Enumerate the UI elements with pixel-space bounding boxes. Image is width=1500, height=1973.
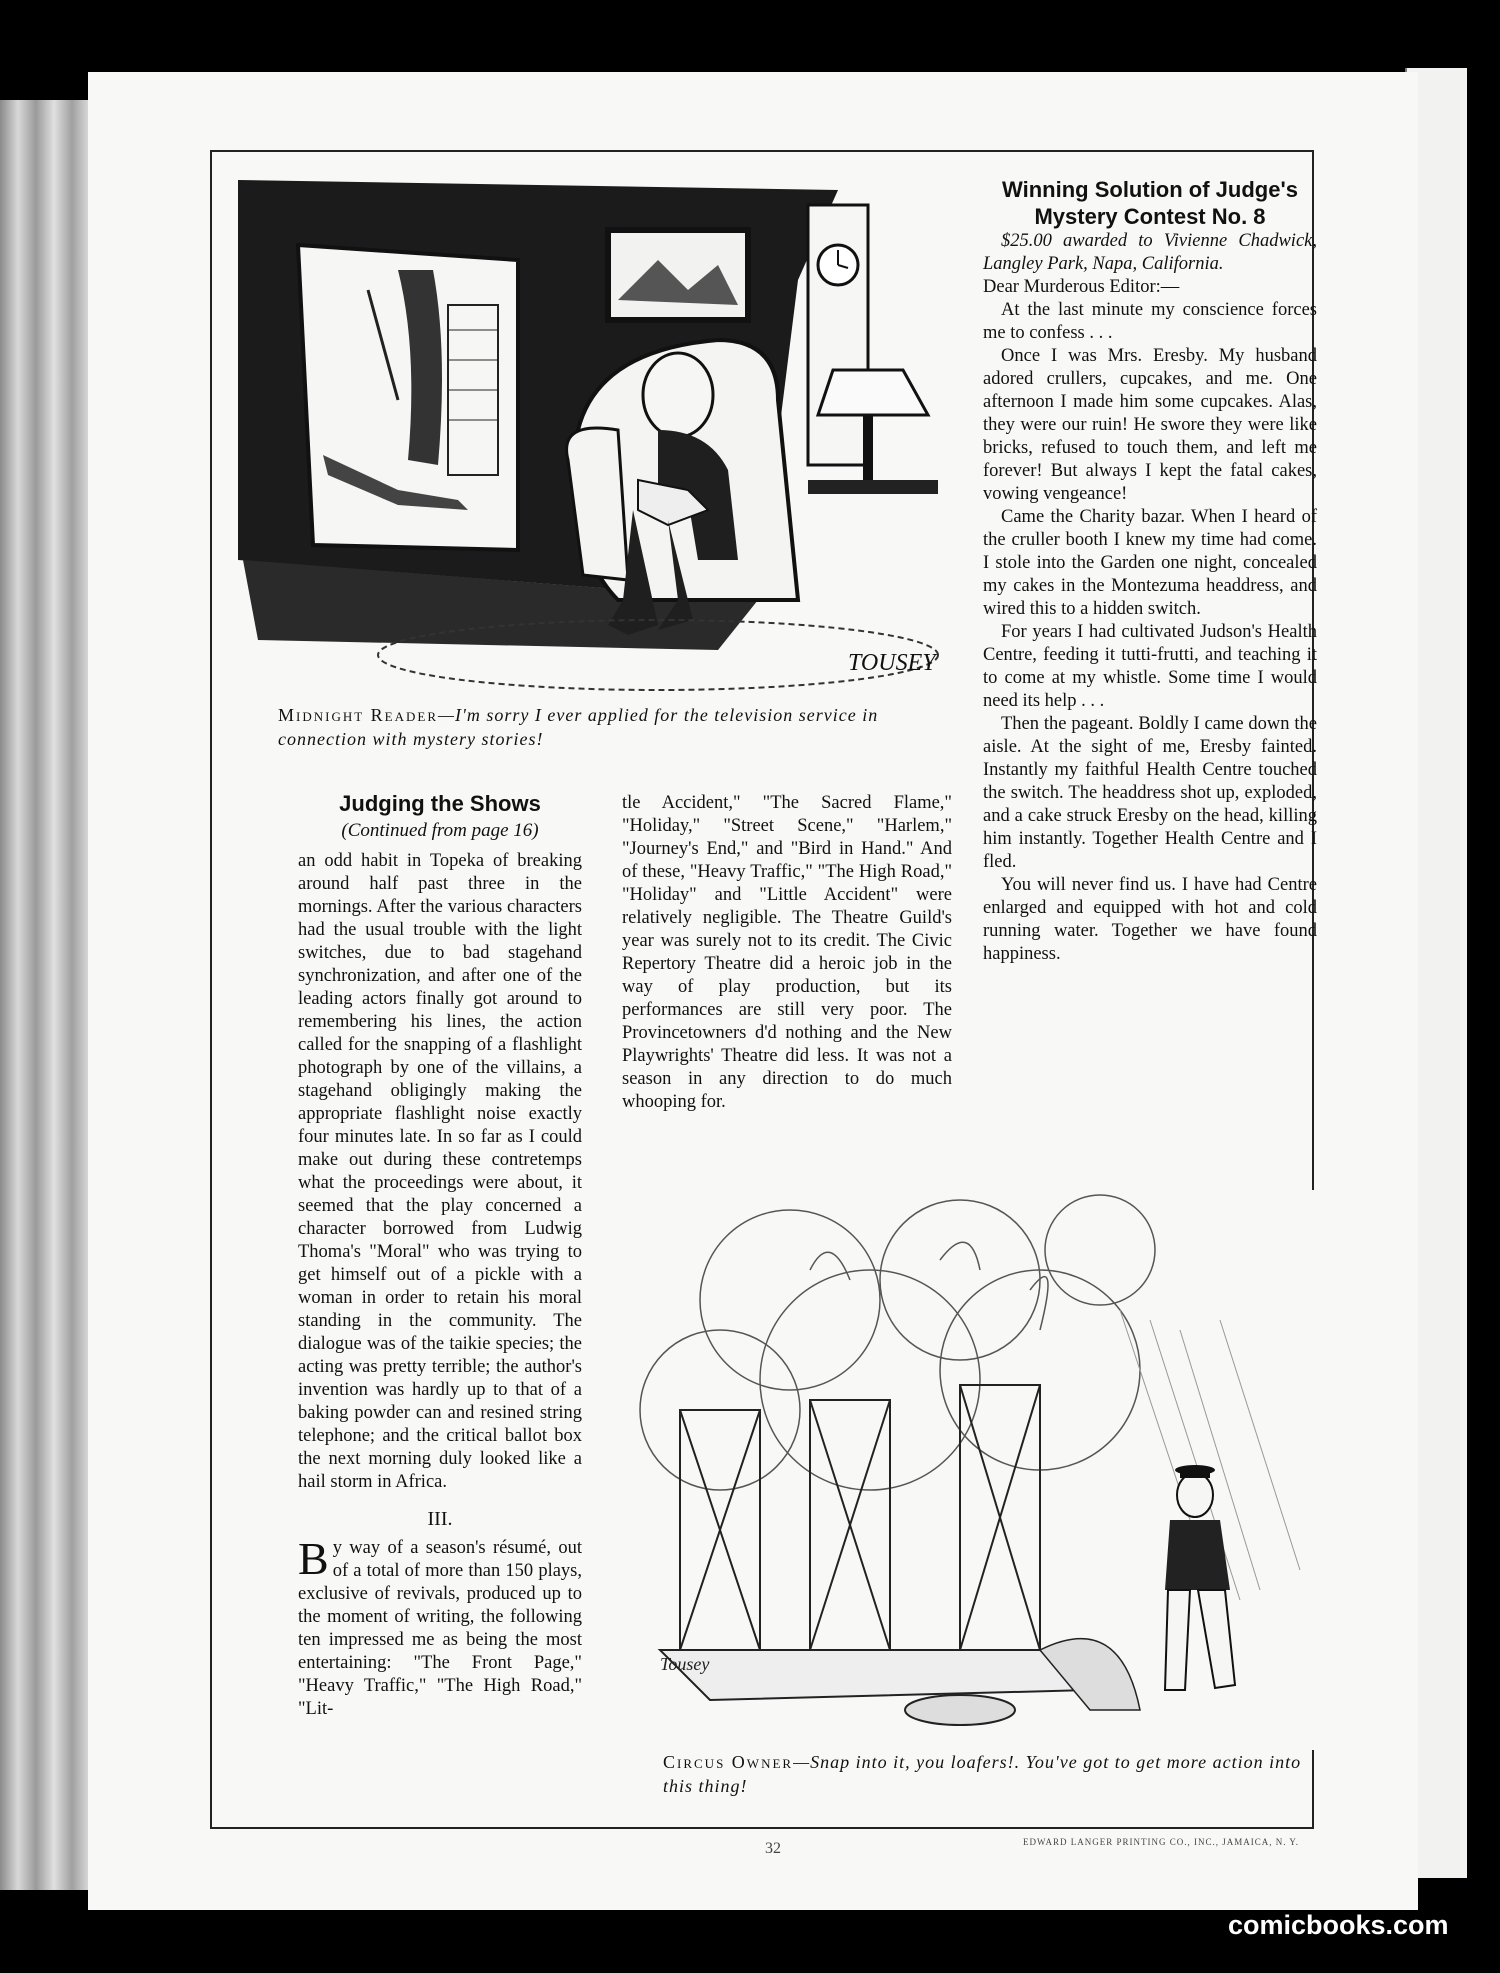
contest-paragraph: At the last minute my conscience forces me to confess . . . [983,300,1317,343]
contest-salutation: Dear Murderous Editor:— [983,277,1180,297]
bottom-cartoon-signature: Tousey [660,1654,710,1674]
midnight-reader-illustration [238,180,958,700]
article-paragraph: an odd habit in Topeka of breaking around half past three in the mornings. After the various characters had the usual trouble with the light switches, due to bad stagehand synchronization, and after one of the leading actors finally got around to remembering his lines, the action called for the snapping of a flashlight photograph by one of the villains, a stagehand obligingly making the appropriate flashlight noise exactly four minutes late. In so far as I could make out during these contretemps what the proceedings were about, it seemed that the play concerned a character borrowed from Ludwig Thoma's "Moral" who was trying to get himself out of a pickle with a woman in order to retain his moral standing in the community. The dialogue was of the taikie species; the acting was pretty terrible; the author's invention was hardly up to that of a baking powder can and resined string telephone; and the critical ballot box the next morning duly looked like a hail storm in Africa. [298,851,582,1492]
contest-title-line2: Mystery Contest No. 8 [1034,204,1266,229]
section-number: III. [427,1508,453,1530]
top-caption-text: —I'm sorry I ever applied for the television service in connection with mystery stories! [278,705,879,749]
book-page-stack [0,100,90,1890]
contest-title-line1: Winning Solution of Judge's [1002,177,1298,202]
bottom-caption-text: —Snap into it, you loafers!. You've got to get more action into this thing! [663,1752,1302,1796]
article-title: Judging the Shows [339,791,541,816]
circus-owner-illustration [620,1190,1320,1750]
printer-credit: EDWARD LANGER PRINTING CO., INC., JAMAICA, N. Y. [1023,1837,1300,1847]
page-number: 32 [765,1840,781,1857]
drop-cap: B [298,1533,329,1584]
site-watermark: comicbooks.com [1228,1910,1449,1940]
top-cartoon-signature: TOUSEY [848,650,936,676]
bottom-cartoon-caption [663,1750,1303,1798]
contest-paragraph: You will never find us. I have had Centre enlarged and equipped with hot and cold running water. Together we have found happiness. [983,875,1317,964]
article-column-2 [622,792,952,1114]
contest-paragraph: Came the Charity bazar. When I heard of the cruller booth I knew my time had come. I stole into the Garden one night, concealed my cakes in the Montezuma headdress, and wired this to a hidden switch. [983,507,1317,619]
contest-column [983,176,1317,966]
contest-paragraph: For years I had cultivated Judson's Health Centre, feeding it tutti-frutti, and teaching it to come at my whistle. Some time I would need its help . . . [983,622,1317,711]
top-caption-speaker: Midnight Reader [278,705,438,725]
bottom-caption-speaker: Circus Owner [663,1752,794,1772]
article-section-paragraph [298,1533,582,1721]
top-cartoon-caption [278,703,918,751]
contest-award: $25.00 awarded to Vivienne Chadwick, Langley Park, Napa, California. [983,231,1317,274]
article-continued-note: (Continued from page 16) [341,820,539,841]
contest-paragraph: Once I was Mrs. Eresby. My husband adored crullers, cupcakes, and me. One afternoon I made him some cupcakes. Alas, they were our ruin! He swore they were like bricks, refused to touch them, and left me forever! But always I kept the fatal cakes, vowing vengeance! [983,346,1317,504]
contest-paragraph: Then the pageant. Boldly I came down the aisle. At the sight of me, Eresby fainted. Instantly my faithful Health Centre touched the switch. The headdress shot up, exploded, and a cake struck Eresby on the head, killing him instantly. Together Health Centre and I fled. [983,714,1317,872]
article-paragraph: tle Accident," "The Sacred Flame," "Holiday," "Street Scene," "Harlem," "Journey's End," and "Bird in Hand." And of these, "Heavy Traffic," "The High Road," "Holiday" and "Little Accident" were relatively negligible. The Theatre Guild's year was surely not to its credit. The Civic Repertory Theatre did a heroic job in the way of play production, but its performances are still very poor. The Provincetowners d'd nothing and the New Playwrights' Theatre did less. It was not a season in any direction to do much whooping for. [622,793,952,1112]
article-column-1 [298,792,582,1721]
section-text: y way of a season's résumé, out of a total of more than 150 plays, exclusive of revivals, produced up to the moment of writing, the following ten impressed me as being the most entertaining: "The Front Page," "Heavy Traffic," "The High Road," "Lit- [298,1538,582,1719]
